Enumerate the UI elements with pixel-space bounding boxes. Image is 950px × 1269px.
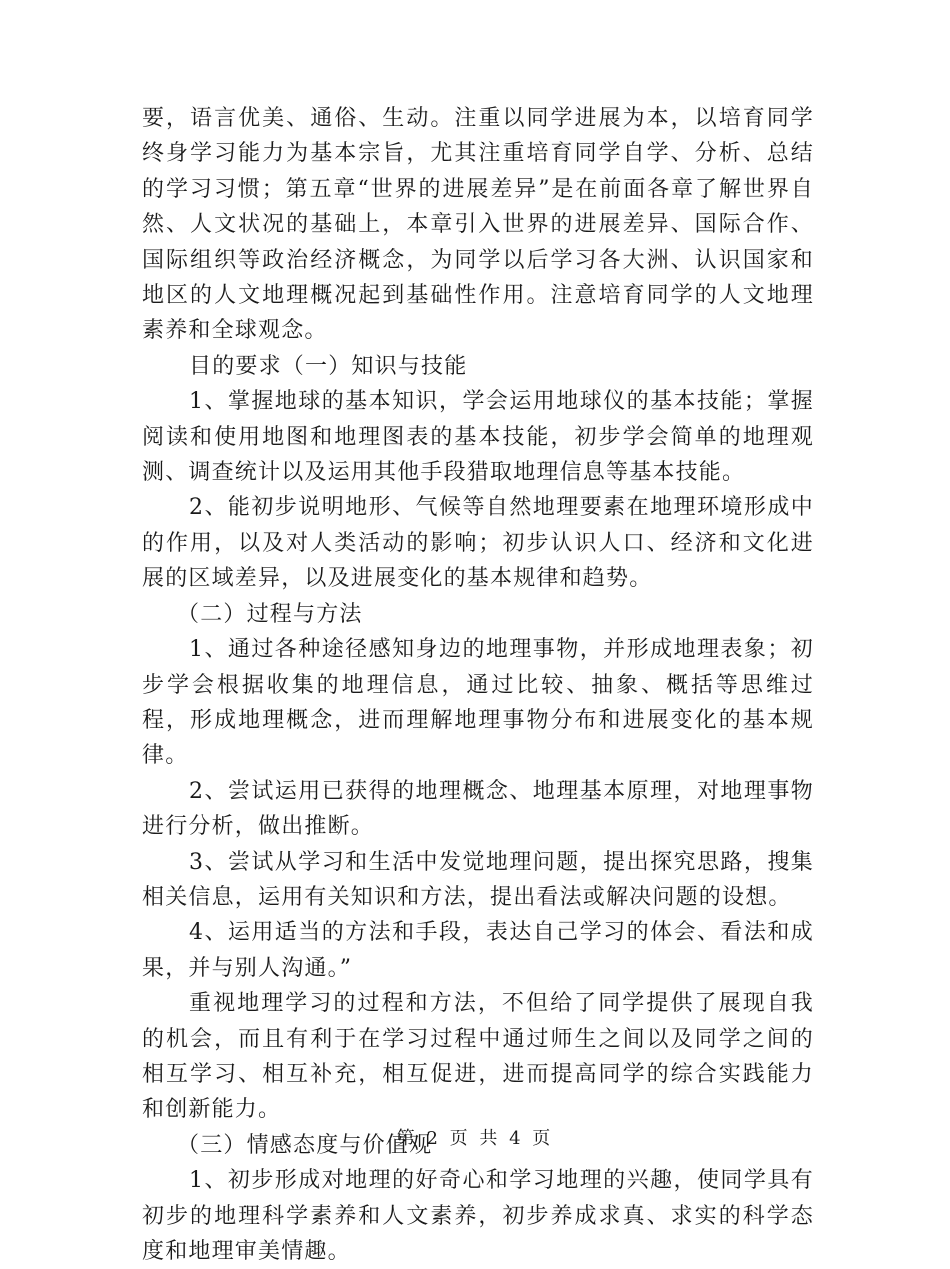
paragraph-intro-continuation: 要，语言优美、通俗、生动。注重以同学进展为本，以培育同学终身学习能力为基本宗旨，尤其注重培育同学自学、分析、总结的学习习惯；第五章“世界的进展差异”是在前面各章了解世界自然、人文状况的基础上，本章引入世界的进展差异、国际合作、国际组织等政治经济概念，为同学以后学习各大洲、认识国家和地区的人文地理概况起到基础性作用。注意培育同学的人文地理素养和全球观念。 (142, 106, 814, 344)
page-footer: 第 2 页 共 4 页 (396, 1128, 554, 1149)
paragraph-process-3: 3、尝试从学习和生活中发觉地理问题，提出探究思路，搜集相关信息，运用有关知识和方法，提出看法或解决问题的设想。 (142, 849, 814, 910)
document-body (142, 101, 814, 1269)
paragraph-process-emphasis: 重视地理学习的过程和方法，不但给了同学提供了展现自我的机会，而且有利于在学习过程中通过师生之间以及同学之间的相互学习、相互补充，相互促进，进而提高同学的综合实践能力和创新能力。 (142, 991, 814, 1123)
paragraph-process-2: 2、尝试运用已获得的地理概念、地理基本原理，对地理事物进行分析，做出推断。 (142, 778, 814, 840)
paragraph-process-1: 1、通过各种途径感知身边的地理事物，并形成地理表象；初步学会根据收集的地理信息，通过比较、抽象、概括等思维过程，形成地理概念，进而理解地理事物分布和进展变化的基本规律。 (142, 637, 814, 769)
heading-objectives-knowledge-skills: 目的要求（一）知识与技能 (189, 353, 468, 379)
paragraph-knowledge-1: 1、掌握地球的基本知识，学会运用地球仪的基本技能；掌握阅读和使用地图和地理图表的基本技能，初步学会简单的地理观测、调查统计以及运用其他手段猎取地理信息等基本技能。 (142, 389, 814, 486)
heading-attitude-values: （三）情感态度与价值观 (177, 1132, 433, 1158)
heading-process-methods: （二）过程与方法 (177, 601, 363, 627)
paragraph-knowledge-2: 2、能初步说明地形、气候等自然地理要素在地理环境形成中的作用，以及对人类活动的影响；初步认识人口、经济和文化进展的区域差异，以及进展变化的基本规律和趋势。 (142, 495, 814, 592)
paragraph-attitude-1: 1、初步形成对地理的好奇心和学习地理的兴趣，使同学具有初步的地理科学素养和人文素养，初步养成求真、求实的科学态度和地理审美情趣。 (142, 1168, 814, 1264)
paragraph-process-4: 4、运用适当的方法和手段，表达自己学习的体会、看法和成果，并与别人沟通。” (142, 920, 814, 981)
